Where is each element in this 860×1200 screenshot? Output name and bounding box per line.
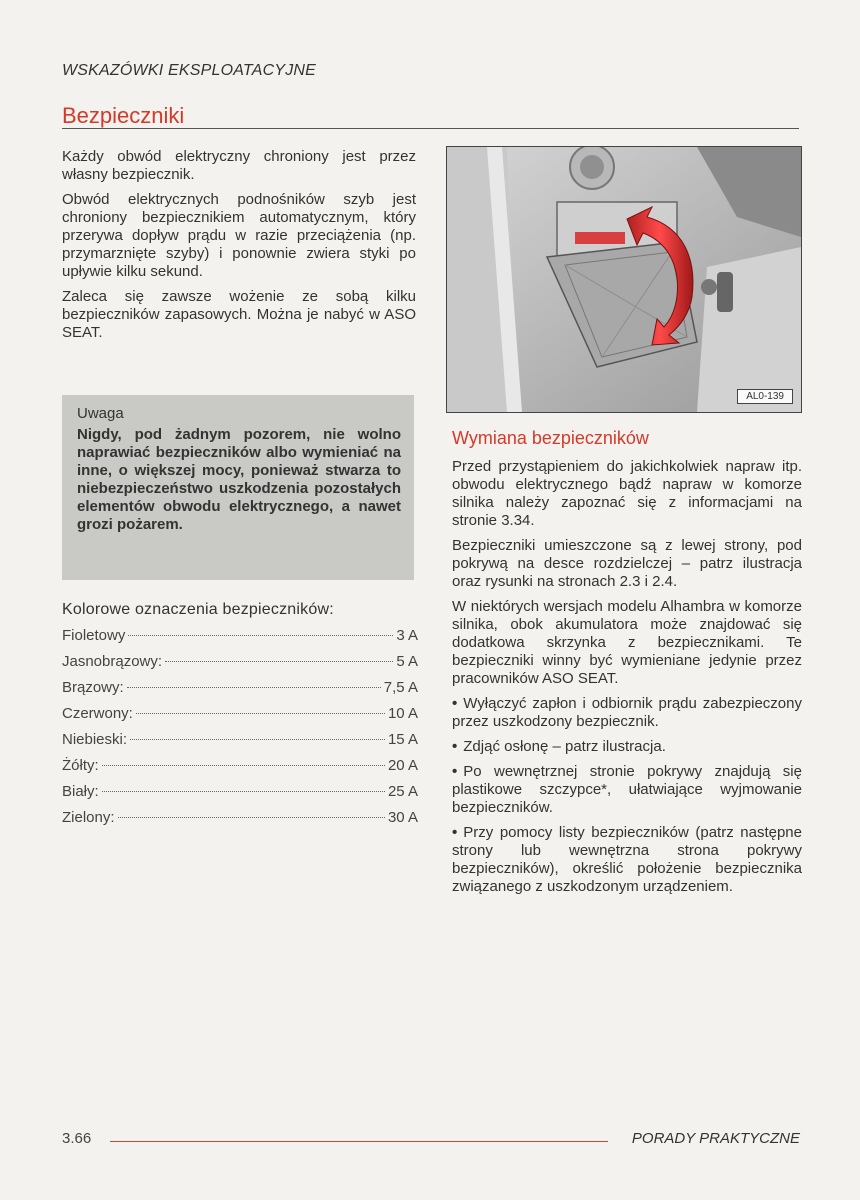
fuse-cover-illustration bbox=[446, 146, 802, 413]
fuse-row bbox=[62, 731, 418, 757]
footer-divider bbox=[110, 1141, 608, 1142]
title-divider bbox=[62, 128, 799, 129]
bullet-text: Przy pomocy listy bezpieczników (patrz następne strony lub wewnętrzna strona pokrywy bezpieczników), określić położenie bezpiecznika związanego z uszkodzonym urządzeniem. bbox=[452, 824, 802, 895]
fuse-color: Czerwony: bbox=[62, 705, 133, 722]
fuse-row bbox=[62, 757, 418, 783]
warning-text: Nigdy, pod żadnym pozorem, nie wolno naprawiać bezpieczników albo wymieniać na inne, o większej mocy, ponieważ stwarza to niebezpieczeństwo uszkodzenia pozostałych elementów obwodu elektrycznego, a nawet grozi pożarem. bbox=[77, 426, 401, 533]
dot-leader bbox=[130, 739, 385, 740]
fuse-row bbox=[62, 653, 418, 679]
fuse-value: 30 A bbox=[387, 809, 418, 826]
intro-paragraph: Każdy obwód elektryczny chroniony jest przez własny bezpiecznik. bbox=[62, 148, 416, 183]
bullet-text: Wyłączyć zapłon i odbiornik prądu zabezpieczony przez uszkodzony bezpiecznik. bbox=[452, 695, 802, 730]
fuse-color: Brązowy: bbox=[62, 679, 124, 696]
section-header: WSKAZÓWKI EKSPLOATACYJNE bbox=[62, 62, 317, 79]
bullet-icon: • bbox=[452, 738, 458, 755]
fuse-replacement-heading: Wymiana bezpieczników bbox=[452, 428, 649, 448]
fuse-row bbox=[62, 705, 418, 731]
page-title: Bezpieczniki bbox=[62, 103, 185, 128]
fuse-value: 10 A bbox=[387, 705, 418, 722]
bullet-icon: • bbox=[452, 695, 458, 712]
left-column bbox=[62, 148, 416, 349]
bullet-icon: • bbox=[452, 824, 458, 841]
dot-leader bbox=[136, 713, 385, 714]
fuse-value: 20 A bbox=[387, 757, 418, 774]
dashboard-illustration bbox=[447, 147, 801, 412]
page-number: 3.66 bbox=[62, 1130, 92, 1147]
bullet-text: Zdjąć osłonę – patrz ilustracja. bbox=[463, 738, 666, 755]
right-column bbox=[452, 458, 802, 903]
dot-leader bbox=[127, 687, 381, 688]
dot-leader bbox=[102, 791, 385, 792]
fuse-color: Zielony: bbox=[62, 809, 115, 826]
bullet-icon: • bbox=[452, 763, 458, 780]
fuse-value: 5 A bbox=[396, 653, 418, 670]
location-paragraph: Bezpieczniki umieszczone są z lewej strony, pod pokrywą na desce rozdzielczej – patrz ilustracja oraz rysunki na stronach 2.3 i 2.4. bbox=[452, 537, 802, 590]
fuse-row bbox=[62, 679, 418, 705]
warning-title: Uwaga bbox=[77, 405, 124, 422]
bullet-text: Po wewnętrznej stronie pokrywy znajdują się plastikowe szczypce*, ułatwiające wyjmowanie bezpieczników. bbox=[452, 763, 802, 816]
spare-fuses-paragraph: Zaleca się zawsze wożenie ze sobą kilku bezpieczników zapasowych. Można je nabyć w ASO SEAT. bbox=[62, 288, 416, 341]
fuse-row bbox=[62, 809, 418, 835]
window-fuse-paragraph: Obwód elektrycznych podnośników szyb jest chroniony bezpiecznikiem automatycznym, który przerywa dopływ prądu w razie przeciążenia (np. przymarznięte szyby) i ponownie zwiera styki po upływie kilku sekund. bbox=[62, 191, 416, 280]
fuse-color: Żółty: bbox=[62, 757, 99, 774]
fuse-color: Fioletowy bbox=[62, 627, 126, 644]
bullet-item bbox=[452, 824, 802, 896]
fuse-row bbox=[62, 783, 418, 809]
bullet-item bbox=[452, 738, 802, 756]
dot-leader bbox=[128, 635, 393, 636]
dot-leader bbox=[102, 765, 385, 766]
footer-section: PORADY PRAKTYCZNE bbox=[631, 1130, 800, 1147]
fuse-row bbox=[62, 627, 418, 653]
fuse-value: 7,5 A bbox=[383, 679, 418, 696]
fuse-value: 25 A bbox=[387, 783, 418, 800]
dot-leader bbox=[118, 817, 385, 818]
bullet-item bbox=[452, 763, 802, 817]
fuse-colors-list bbox=[62, 627, 418, 835]
fuse-value: 3 A bbox=[396, 627, 418, 644]
safety-paragraph: Przed przystąpieniem do jakichkolwiek napraw itp. obwodu elektrycznego bądź napraw w komorze silnika należy zapoznać się z informacjami na stronie 3.34. bbox=[452, 458, 802, 529]
bullet-item bbox=[452, 695, 802, 731]
fuse-color: Biały: bbox=[62, 783, 99, 800]
fuse-value: 15 A bbox=[387, 731, 418, 748]
fuse-color: Jasnobrązowy: bbox=[62, 653, 163, 670]
fuse-color: Niebieski: bbox=[62, 731, 128, 748]
alhambra-paragraph: W niektórych wersjach modelu Alhambra w komorze silnika, obok akumulatora może znajdować się dodatkowa skrzynka z bezpiecznikami. Te bezpieczniki winny być wymieniane jedynie przez pracowników ASO SEAT. bbox=[452, 598, 802, 687]
dot-leader bbox=[165, 661, 393, 662]
warning-box bbox=[62, 395, 414, 580]
fuse-colors-heading: Kolorowe oznaczenia bezpieczników: bbox=[62, 601, 334, 618]
figure-label: AL0-139 bbox=[737, 389, 793, 404]
